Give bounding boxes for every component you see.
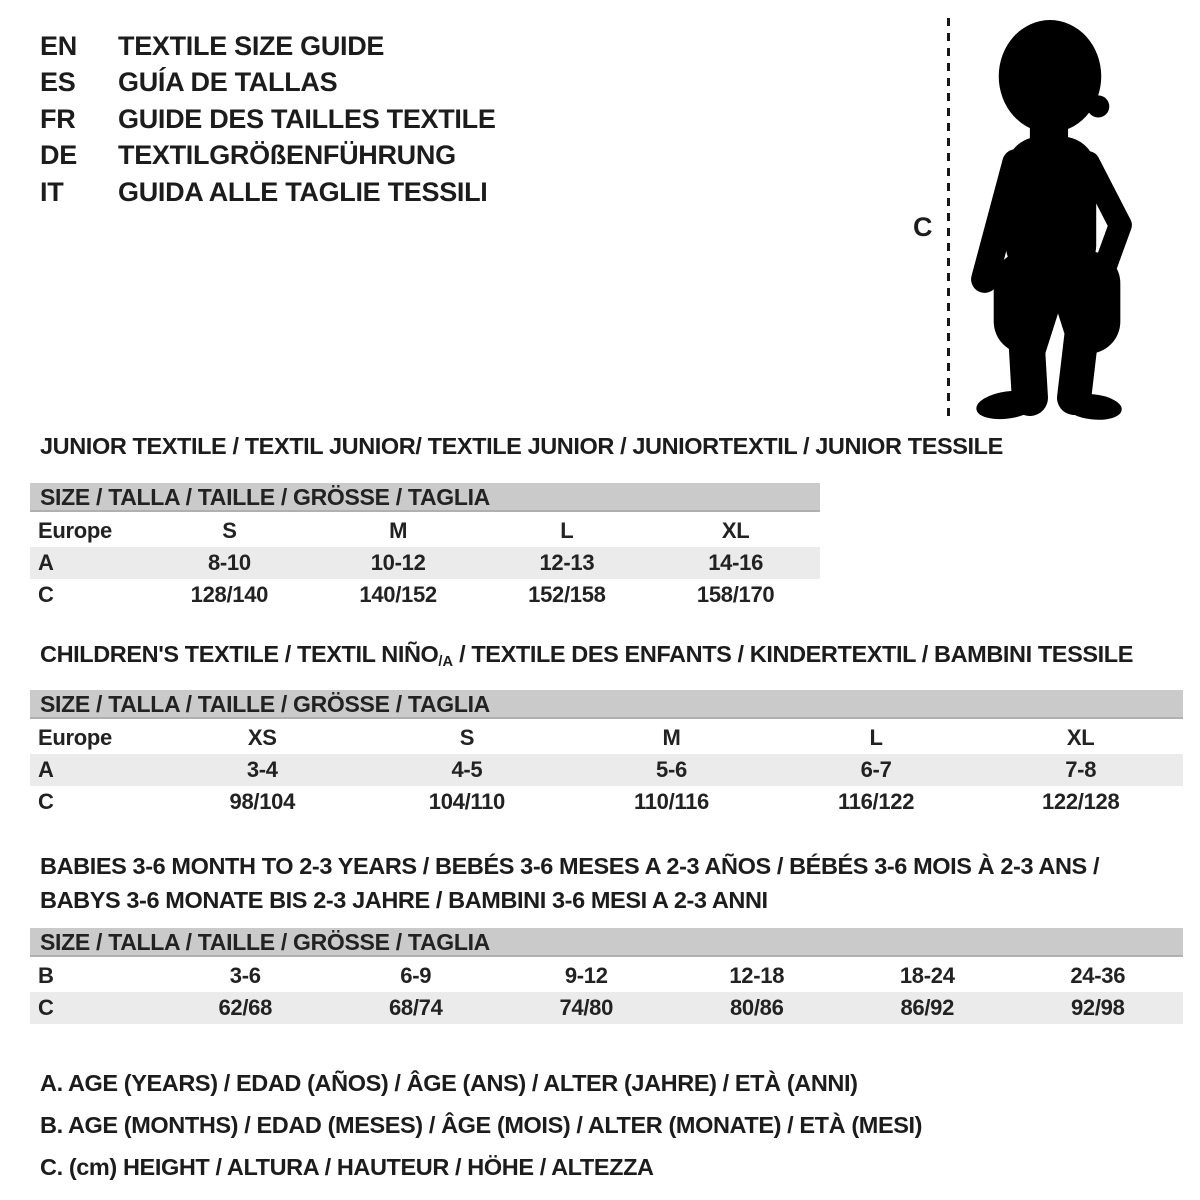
language-row-en xyxy=(40,28,496,65)
size-cell: 10-12 xyxy=(314,547,483,579)
babies-size-table xyxy=(30,928,1183,1024)
title-text: CHILDREN'S TEXTILE / TEXTIL NIÑO xyxy=(40,641,439,667)
size-cell: 12-13 xyxy=(483,547,652,579)
table-row xyxy=(30,721,1183,755)
size-cell: L xyxy=(560,518,574,543)
size-cell: 116/122 xyxy=(837,789,915,814)
size-cell: 80/86 xyxy=(672,992,843,1024)
title-line-1: BABIES 3-6 MONTH TO 2-3 YEARS / BEBÉS 3-6 MESES A 2-3 AÑOS / BÉBÉS 3-6 MOIS À 2-3 ANS / xyxy=(40,853,1100,879)
section-title-junior: JUNIOR TEXTILE / TEXTIL JUNIOR/ TEXTILE JUNIOR / JUNIORTEXTIL / JUNIOR TESSILE xyxy=(40,433,1003,459)
size-cell: 62/68 xyxy=(160,992,331,1024)
size-cell: 6-7 xyxy=(774,754,979,786)
section-title-children xyxy=(40,641,1133,670)
language-code: DE xyxy=(40,140,77,171)
row-label: Europe xyxy=(38,518,112,543)
language-header xyxy=(40,28,496,211)
size-cell: 98/104 xyxy=(229,789,296,814)
size-cell: XL xyxy=(1066,725,1095,750)
language-code: EN xyxy=(40,30,77,61)
size-cell: 92/98 xyxy=(1013,992,1184,1024)
size-cell: XS xyxy=(247,725,277,750)
row-label: Europe xyxy=(38,725,112,750)
table-row xyxy=(30,754,1183,786)
language-code: ES xyxy=(40,67,76,98)
size-cell: 122/128 xyxy=(1041,789,1120,814)
size-cell: 24-36 xyxy=(1070,963,1126,988)
legend-line-c: C. (cm) HEIGHT / ALTURA / HAUTEUR / HÖHE / ALTEZZA xyxy=(40,1154,654,1180)
table-header-bar: SIZE / TALLA / TAILLE / GRÖSSE / TAGLIA xyxy=(30,483,820,514)
row-label: A xyxy=(30,754,160,786)
row-label: C xyxy=(38,582,54,607)
title-subscript: /A xyxy=(438,654,453,671)
measurement-legend xyxy=(40,1062,922,1188)
language-row-it xyxy=(40,174,496,211)
size-cell: 140/152 xyxy=(359,582,437,607)
table-header-bar: SIZE / TALLA / TAILLE / GRÖSSE / TAGLIA xyxy=(30,690,1183,721)
row-label: B xyxy=(38,963,54,988)
size-cell: 3-6 xyxy=(229,963,261,988)
language-label: TEXTILGRÖßENFÜHRUNG xyxy=(118,140,456,171)
title-line-2: BABYS 3-6 MONATE BIS 2-3 JAHRE / BAMBINI 3-6 MESI A 2-3 ANNI xyxy=(40,887,768,913)
section-title-babies xyxy=(40,849,1099,917)
size-cell: 9-12 xyxy=(564,963,608,988)
legend-line-a: A. AGE (YEARS) / EDAD (AÑOS) / ÂGE (ANS) / ALTER (JAHRE) / ETÀ (ANNI) xyxy=(40,1070,858,1096)
language-label: TEXTILE SIZE GUIDE xyxy=(118,30,385,61)
size-cell: 110/116 xyxy=(633,789,709,814)
size-cell: 74/80 xyxy=(501,992,672,1024)
language-row-fr xyxy=(40,101,496,138)
size-cell: S xyxy=(222,518,237,543)
size-cell: 3-4 xyxy=(160,754,365,786)
size-cell: 8-10 xyxy=(145,547,314,579)
height-measure-dashed-line xyxy=(947,18,950,418)
size-cell: XL xyxy=(721,518,750,543)
size-cell: 68/74 xyxy=(331,992,502,1024)
language-code: IT xyxy=(40,176,64,207)
toddler-silhouette-icon xyxy=(956,12,1150,422)
table-row xyxy=(30,786,1183,818)
row-label: C xyxy=(30,992,160,1024)
language-row-es xyxy=(40,65,496,102)
size-cell: 5-6 xyxy=(569,754,774,786)
legend-line-b: B. AGE (MONTHS) / EDAD (MESES) / ÂGE (MOIS) / ALTER (MONATE) / ETÀ (MESI) xyxy=(40,1112,923,1138)
row-label: C xyxy=(38,789,54,814)
size-cell: 86/92 xyxy=(842,992,1013,1024)
size-cell: S xyxy=(459,725,475,750)
table-row xyxy=(30,514,820,548)
language-label: GUÍA DE TALLAS xyxy=(118,67,338,98)
size-cell: 4-5 xyxy=(365,754,570,786)
table-header-bar: SIZE / TALLA / TAILLE / GRÖSSE / TAGLIA xyxy=(30,928,1183,959)
table-row xyxy=(30,547,820,579)
language-code: FR xyxy=(40,103,76,134)
size-cell: 6-9 xyxy=(400,963,432,988)
size-cell: 7-8 xyxy=(978,754,1183,786)
table-row xyxy=(30,959,1183,993)
title-text: / TEXTILE DES ENFANTS / KINDERTEXTIL / BAMBINI TESSILE xyxy=(452,641,1133,667)
size-cell: 128/140 xyxy=(190,582,269,607)
row-label: A xyxy=(30,547,145,579)
table-row xyxy=(30,579,820,611)
size-cell: L xyxy=(869,725,883,750)
children-size-table xyxy=(30,690,1183,818)
measure-label-c: C xyxy=(913,212,933,242)
size-cell: 14-16 xyxy=(651,547,820,579)
size-cell: 158/170 xyxy=(696,582,775,607)
junior-size-table xyxy=(30,483,820,611)
language-row-de xyxy=(40,138,496,175)
size-cell: 104/110 xyxy=(428,789,505,814)
size-cell: M xyxy=(662,725,681,750)
size-cell: 12-18 xyxy=(729,963,785,988)
language-label: GUIDE DES TAILLES TEXTILE xyxy=(118,103,496,134)
table-row xyxy=(30,992,1183,1024)
size-cell: 152/158 xyxy=(528,582,606,607)
size-cell: 18-24 xyxy=(899,963,955,988)
language-label: GUIDA ALLE TAGLIE TESSILI xyxy=(118,176,488,207)
size-cell: M xyxy=(389,518,408,543)
